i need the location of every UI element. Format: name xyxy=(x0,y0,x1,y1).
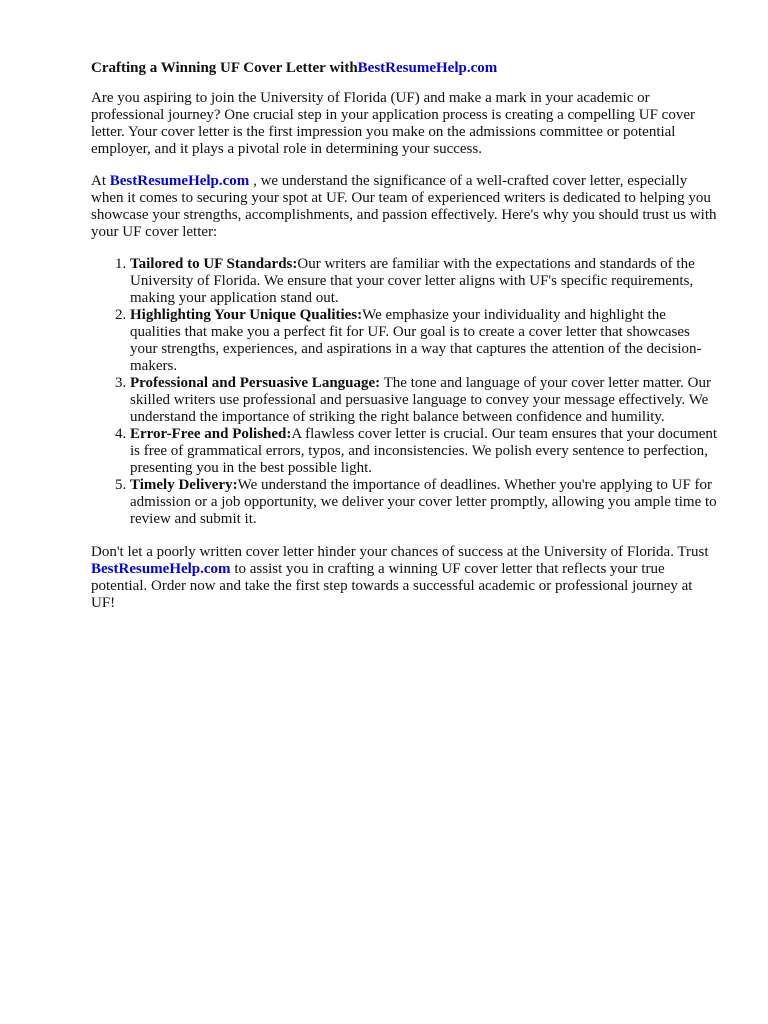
intro-paragraph: Are you aspiring to join the University of Florida (UF) and make a mark in your academic or professional journey? One crucial step in your application process is creating a compelling UF cover letter. Your cover letter is the first impression you make on the admissions committee or potential employer, and it plays a pivotal role in determining your success. xyxy=(91,90,695,157)
list-item xyxy=(130,426,720,477)
reasons-list xyxy=(91,256,720,528)
para2-after: , we understand the significance of a well-crafted cover letter, especially when it comes to securing your spot at UF. Our team of experienced writers is dedicated to helping you showcase your strengths, accomplishments, and passion effectively. Here's why you should trust us with your UF cover letter: xyxy=(91,173,717,240)
list-item xyxy=(130,375,720,426)
title-text: Crafting a Winning UF Cover Letter with xyxy=(91,60,358,76)
list-item-text: We understand the importance of deadlines. Whether you're applying to UF for admission or a job opportunity, we deliver your cover letter promptly, allowing you ample time to review and submit it. xyxy=(130,477,717,527)
list-item-label: Timely Delivery: xyxy=(130,477,238,493)
list-item-text: The tone and language of your cover letter matter. Our skilled writers use professional and persuasive language to convey your message effectively. We understand the importance of striking the right balance between confidence and humility. xyxy=(130,375,712,425)
list-item-label: Highlighting Your Unique Qualities: xyxy=(130,307,363,323)
closing-link[interactable]: BestResumeHelp.com xyxy=(91,561,231,577)
list-item-text: We emphasize your individuality and highlight the qualities that make you a perfect fit for UF. Our goal is to create a cover letter that showcases your strengths, experiences, and aspirations in a way that captures the attention of the decision-makers. xyxy=(130,307,702,374)
closing-after: to assist you in crafting a winning UF cover letter that reflects your true potential. Order now and take the first step towards a successful academic or professional journey at UF! xyxy=(91,561,693,611)
list-item-label: Professional and Persuasive Language: xyxy=(130,375,381,391)
para2-before: At xyxy=(91,173,110,189)
list-item-label: Error-Free and Polished: xyxy=(130,426,292,442)
para2-link[interactable]: BestResumeHelp.com xyxy=(109,173,250,189)
document-title xyxy=(91,59,720,77)
list-item-text: A flawless cover letter is crucial. Our team ensures that your document is free of grammatical errors, typos, and inconsistencies. We polish every sentence to perfection, presenting you in the best possible light. xyxy=(130,426,718,476)
closing-paragraph xyxy=(91,544,720,612)
closing-before: Don't let a poorly written cover letter hinder your chances of success at the University of Florida. Trust xyxy=(91,544,709,560)
second-paragraph xyxy=(91,173,720,241)
list-item xyxy=(130,256,720,307)
list-item xyxy=(130,477,720,528)
title-link[interactable]: BestResumeHelp.com xyxy=(357,60,498,76)
list-item xyxy=(130,307,720,375)
list-item-text: Our writers are familiar with the expectations and standards of the University of Florida. We ensure that your cover letter aligns with UF's specific requirements, making your application stand out. xyxy=(130,256,695,306)
list-item-label: Tailored to UF Standards: xyxy=(130,256,298,272)
